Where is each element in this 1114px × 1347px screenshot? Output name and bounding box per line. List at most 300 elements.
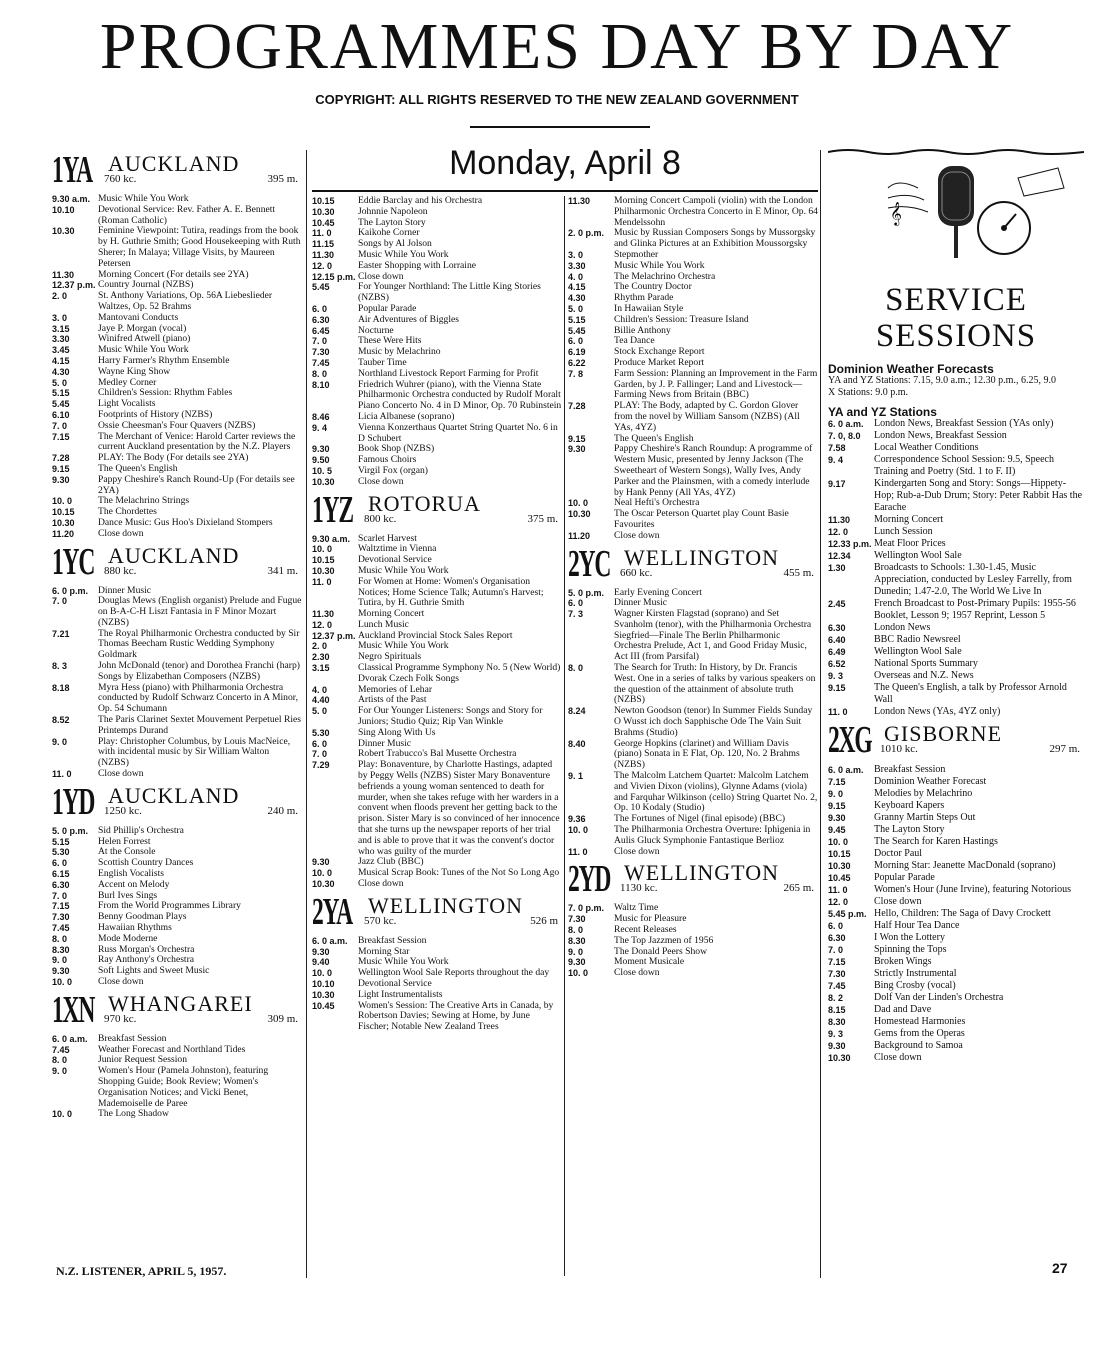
programme-time: 6.19 xyxy=(568,347,586,358)
programme-title: Broken Wings xyxy=(874,955,932,967)
programme-title: Easter Shopping with Lorraine xyxy=(358,259,477,271)
programme-title: The Layton Story xyxy=(358,216,426,228)
programme-time: 10. 0 xyxy=(52,977,73,987)
programme-title: Wagner Kirsten Flagstad (soprano) and Set Svanholm (tenor), with the Philharmonia Orchestra Siegfried—Finale The Berlin Philharmonic Orchestra Prelude, Act 1, and Good Friday Music, Act III (from Parsifal) xyxy=(614,608,812,663)
station-callsign: 1YD xyxy=(52,780,95,823)
programme-time: 9.15 xyxy=(52,463,70,474)
programme-title: Dinner Music xyxy=(98,584,152,596)
programme-row xyxy=(568,739,818,771)
programme-row xyxy=(312,423,562,445)
programme-time: 4. 0 xyxy=(312,684,328,695)
programme-title: Music by Russian Composers Songs by Mussorgsky and Glinka Pictures at an Exhibition Moussorgsky xyxy=(614,227,816,250)
programme-time: 6.22 xyxy=(568,357,586,368)
programme-time: 9. 4 xyxy=(312,422,328,433)
programme-time: 11. 0 xyxy=(312,228,332,239)
programme-title: Hello, Children: The Saga of Davy Crockett xyxy=(874,907,1051,919)
programme-row xyxy=(828,944,1084,956)
programme-row xyxy=(828,1016,1084,1028)
programme-row xyxy=(52,826,302,837)
programme-row xyxy=(828,776,1084,788)
programme-time: 9.30 xyxy=(52,474,70,485)
programme-time: 10.30 xyxy=(828,860,851,871)
programme-time: 10.30 xyxy=(52,226,75,237)
programme-time: 7.45 xyxy=(312,357,330,368)
programme-title: Pappy Cheshire's Ranch Roundup: A programme of Western Music, presented by Jenny Jackson (The Sweetheart of Western Songs), Wally Ives, Andy Parker and the Plainsmen, with a comedy interlude by Hank Penny (All YAs, 4YZ) xyxy=(614,443,813,498)
programme-time: 4.30 xyxy=(568,293,586,304)
programme-title: Light Instrumentalists xyxy=(358,988,443,1000)
programme-time: 9. 0 xyxy=(52,1066,68,1077)
programme-title: Newton Goodson (tenor) In Summer Fields Sunday O Wusst ich doch Sapphische Ode The Vain Suit Brahms (Studio) xyxy=(614,705,813,738)
programme-title: Melodies by Melachrino xyxy=(874,787,973,799)
programme-row xyxy=(312,315,562,326)
programme-row xyxy=(568,706,818,738)
programme-time: 12.33 p.m. xyxy=(828,538,872,549)
programme-time: 8. 2 xyxy=(828,992,844,1003)
programme-time: 10. 0 xyxy=(52,496,73,507)
programme-time: 10.30 xyxy=(828,1052,851,1063)
programme-title: In Hawaiian Style xyxy=(614,302,684,314)
programme-time: 7. 0 xyxy=(52,890,68,901)
programme-title: Famous Choirs xyxy=(358,454,417,466)
programme-time: 10.30 xyxy=(312,879,335,890)
programme-time: 11.30 xyxy=(312,609,335,620)
programme-row xyxy=(828,848,1084,860)
programme-time: 10. 0 xyxy=(312,968,333,979)
programme-title: Sid Phillip's Orchestra xyxy=(98,824,184,836)
station-block xyxy=(52,988,302,1120)
station-wavelength: 455 m. xyxy=(783,566,814,579)
programme-time: 7.30 xyxy=(568,914,586,925)
programme-time: 8.52 xyxy=(52,715,70,726)
programme-title: The Search for Truth: In History, by Dr. Francis West. One in a series of talks by various speakers on the question of the attainment of absolute truth (NZBS) xyxy=(614,662,816,706)
programme-time: 6.30 xyxy=(828,932,846,943)
programme-row xyxy=(828,860,1084,872)
programme-row xyxy=(828,1040,1084,1052)
programme-title: Close down xyxy=(614,845,660,857)
programme-row xyxy=(568,272,818,283)
programme-title: Songs by Al Jolson xyxy=(358,238,432,250)
programme-title: Soft Lights and Sweet Music xyxy=(98,965,210,977)
programme-title: Mode Moderne xyxy=(98,932,158,944)
station-callsign: 2YD xyxy=(568,858,611,901)
programme-title: The Top Jazzmen of 1956 xyxy=(614,934,714,946)
programme-row xyxy=(312,706,562,728)
column-2 xyxy=(312,196,562,1033)
programme-row xyxy=(828,788,1084,800)
programme-title: Artists of the Past xyxy=(358,694,427,706)
station-frequency: 800 kc. xyxy=(364,512,397,525)
ya-yz-heading: YA and YZ Stations xyxy=(828,404,937,419)
station-heading xyxy=(52,780,302,823)
programme-row xyxy=(568,326,818,337)
programme-title: The Long Shadow xyxy=(98,1108,169,1120)
programme-title: Music for Pleasure xyxy=(614,913,687,925)
programme-row xyxy=(52,858,302,869)
programme-time: 9.50 xyxy=(312,455,330,466)
programme-time: 10.45 xyxy=(828,872,851,883)
programme-row xyxy=(312,879,562,890)
station-heading xyxy=(52,540,302,583)
programme-row xyxy=(828,706,1084,718)
station-callsign: 2YC xyxy=(568,542,611,585)
programme-row xyxy=(52,596,302,628)
programme-title: Women's Hour (Pamela Johnston), featuring Shopping Guide; Book Review; Women's Organisation Notices; and Vicki Benet, Mademoiselle de Paree xyxy=(98,1065,269,1109)
programme-time: 11.30 xyxy=(312,249,335,260)
programme-time: 10. 0 xyxy=(312,544,333,555)
programme-row xyxy=(312,577,562,609)
programme-time: 3. 0 xyxy=(52,312,68,323)
station-heading xyxy=(312,890,562,933)
programme-title: Doctor Paul xyxy=(874,847,923,859)
programme-time: 7.30 xyxy=(828,968,846,979)
programme-title: For Younger Northland: The Little King Stories (NZBS) xyxy=(358,281,541,304)
programme-row xyxy=(312,534,562,545)
programme-row xyxy=(312,282,562,304)
programme-title: At the Console xyxy=(98,846,156,858)
station-block xyxy=(568,858,818,979)
programme-time: 8. 0 xyxy=(52,933,68,944)
programme-time: 8.30 xyxy=(828,1016,846,1027)
programme-row xyxy=(828,562,1084,598)
programme-row xyxy=(828,824,1084,836)
programme-title: Morning Star xyxy=(358,945,410,957)
programme-row xyxy=(828,908,1084,920)
programme-time: 8. 3 xyxy=(52,661,68,672)
programme-title: George Hopkins (clarinet) and William Davis (piano) Sonata in E Flat, Op. 120, No. 2 Brahms (NZBS) xyxy=(614,737,800,771)
programme-time: 8.30 xyxy=(52,944,70,955)
station-heading xyxy=(828,718,1084,761)
programme-title: Dance Music: Gus Hoo's Dixieland Stompers xyxy=(98,516,273,528)
programme-time: 10. 0 xyxy=(568,968,589,979)
programme-time: 2. 0 xyxy=(312,641,328,652)
programme-row xyxy=(568,847,818,858)
programme-row xyxy=(312,380,562,412)
programme-time: 8.30 xyxy=(568,935,586,946)
station-city: AUCKLAND xyxy=(108,782,240,808)
dateline-rule xyxy=(312,190,818,192)
programme-row xyxy=(828,884,1084,896)
programme-title: Northland Livestock Report Farming for Profit xyxy=(358,367,539,379)
programme-title: Tea Dance xyxy=(614,335,655,347)
programme-title: Jaye P. Morgan (vocal) xyxy=(98,322,187,334)
programme-title: Medley Corner xyxy=(98,376,157,388)
programme-title: Licia Albanese (soprano) xyxy=(358,410,455,422)
programme-time: 7. 0 p.m. xyxy=(568,903,605,914)
programme-time: 10.45 xyxy=(312,217,335,228)
programme-time: 7.15 xyxy=(52,901,70,912)
programme-row xyxy=(52,934,302,945)
programme-time: 5.45 xyxy=(312,282,330,293)
programme-title: Dinner Music xyxy=(358,737,412,749)
programme-time: 7.28 xyxy=(568,401,586,412)
programme-time: 9.45 xyxy=(828,824,846,835)
programme-time: 12.15 p.m. xyxy=(312,271,356,282)
programme-time: 6. 0 xyxy=(828,920,844,931)
programme-title: The Queen's English xyxy=(98,462,178,474)
programme-row xyxy=(828,1004,1084,1016)
station-city: GISBORNE xyxy=(884,720,1003,746)
programme-time: 7.28 xyxy=(52,453,70,464)
programme-row xyxy=(828,956,1084,968)
programme-row xyxy=(568,293,818,304)
programme-time: 2.30 xyxy=(312,652,330,663)
programme-time: 9.17 xyxy=(828,478,846,489)
programme-title: The Merchant of Venice: Harold Carter reviews the current Auckland presentation by the N.Z. Players xyxy=(98,430,296,453)
programme-title: Close down xyxy=(874,895,922,907)
programme-row xyxy=(568,771,818,814)
programme-row xyxy=(828,920,1084,932)
programme-time: 11. 0 xyxy=(828,706,848,717)
programme-title: Morning Concert xyxy=(358,608,425,620)
programme-row xyxy=(312,1001,562,1033)
programme-time: 6. 0 xyxy=(312,303,328,314)
programme-title: Music While You Work xyxy=(358,956,449,968)
weather-ya-yz: YA and YZ Stations: 7.15, 9.0 a.m.; 12.30 p.m., 6.25, 9.0 xyxy=(828,374,1056,386)
programme-time: 5. 0 xyxy=(312,706,328,717)
programme-title: Gems from the Operas xyxy=(874,1027,965,1039)
programme-row xyxy=(828,622,1084,634)
programme-time: 6. 0 p.m. xyxy=(52,585,89,596)
programme-title: Morning Concert Campoli (violin) with the London Philharmonic Orchestra Concerto in E Minor, Op. 64 Mendelssohn xyxy=(614,195,818,228)
programme-title: Wellington Wool Sale xyxy=(874,645,962,657)
programme-time: 6. 0 xyxy=(52,858,68,869)
programme-row xyxy=(52,661,302,683)
programme-title: The Search for Karen Hastings xyxy=(874,835,998,847)
programme-time: 9.15 xyxy=(568,433,586,444)
programme-title: Breakfast Session xyxy=(358,934,427,946)
programme-title: Local Weather Conditions xyxy=(874,441,979,453)
programme-time: 10.15 xyxy=(52,507,75,518)
programme-time: 11.30 xyxy=(828,514,851,525)
programme-row xyxy=(52,432,302,454)
programme-title: Homestead Harmonies xyxy=(874,1015,966,1027)
programme-title: Junior Request Session xyxy=(98,1054,188,1066)
programme-time: 7.15 xyxy=(828,956,846,967)
programme-title: London News xyxy=(874,621,931,633)
programme-row xyxy=(568,968,818,979)
programme-time: 4.30 xyxy=(52,366,70,377)
programme-time: 1.30 xyxy=(828,562,846,573)
station-block xyxy=(52,149,302,540)
column-3 xyxy=(568,196,818,979)
programme-time: 11.30 xyxy=(52,269,75,280)
programme-row xyxy=(52,1034,302,1045)
programme-title: Children's Session: Treasure Island xyxy=(614,313,749,325)
programme-time: 7.15 xyxy=(52,431,70,442)
programme-time: 12. 0 xyxy=(312,619,333,630)
programme-time: 2. 0 xyxy=(52,291,68,302)
programme-title: Footprints of History (NZBS) xyxy=(98,408,213,420)
programme-title: Morning Concert xyxy=(874,513,944,525)
programme-title: The Fortunes of Nigel (final episode) (BBC) xyxy=(614,813,786,825)
programme-title: Nocturne xyxy=(358,324,394,336)
station-city: WELLINGTON xyxy=(624,860,779,886)
programme-row xyxy=(52,356,302,367)
programme-title: Lunch Session xyxy=(874,525,933,537)
programme-title: Accent on Melody xyxy=(98,878,170,890)
programme-time: 10.10 xyxy=(52,204,75,215)
programme-row xyxy=(828,872,1084,884)
programme-time: 3.45 xyxy=(52,345,70,356)
station-wavelength: 297 m. xyxy=(1049,742,1080,755)
programme-row xyxy=(828,836,1084,848)
programme-title: Feminine Viewpoint: Tutira, readings from the book by H. Guthrie Smith; Good Housekeeping with Ruth Sherer; In Malaya; Village Visits, by Maureen Petersen xyxy=(98,225,301,269)
programme-title: Close down xyxy=(98,768,144,780)
programme-row xyxy=(828,514,1084,526)
programme-title: Pappy Cheshire's Ranch Round-Up (For details see 2YA) xyxy=(98,473,295,496)
programme-row xyxy=(52,923,302,934)
programme-title: Children's Session: Rhythm Fables xyxy=(98,387,233,399)
programme-time: 9.30 xyxy=(312,946,330,957)
programme-time: 6.49 xyxy=(828,646,846,657)
programme-title: Douglas Mews (English organist) Prelude and Fugue on B-A-C-H Liszt Fantasia in F Minor Mozart (NZBS) xyxy=(98,595,302,628)
programme-title: Background to Samoa xyxy=(874,1039,963,1051)
station-block xyxy=(52,780,302,988)
programme-row xyxy=(568,957,818,968)
programme-row xyxy=(52,496,302,507)
programme-title: Scottish Country Dances xyxy=(98,857,194,869)
programme-title: The Philharmonia Orchestra Overture: Iphigenia in Aulis Gluck Symphonie Fantastique Berlioz xyxy=(614,824,811,846)
programme-time: 10. 0 xyxy=(828,836,849,847)
masthead: PROGRAMMES DAY BY DAY xyxy=(99,10,1015,83)
programme-time: 5.45 xyxy=(568,325,586,336)
programme-row xyxy=(828,896,1084,908)
programme-title: Stepmother xyxy=(614,248,659,260)
programme-time: 6.40 xyxy=(828,634,846,645)
svg-text:𝄞: 𝄞 xyxy=(890,201,902,225)
programme-time: 10. 5 xyxy=(312,465,333,476)
programme-time: 9. 1 xyxy=(568,771,584,782)
programme-title: Country Journal (NZBS) xyxy=(98,279,194,291)
programme-row xyxy=(828,454,1084,478)
programme-title: Dinner Music xyxy=(614,597,668,609)
station-frequency: 760 kc. xyxy=(104,173,137,185)
programme-time: 11. 0 xyxy=(312,576,332,587)
programme-title: Devotional Service xyxy=(358,978,432,989)
column-divider xyxy=(564,196,565,1276)
programme-time: 9.30 xyxy=(312,857,330,868)
programme-time: 5.30 xyxy=(52,847,70,858)
programme-time: 3.15 xyxy=(52,323,70,334)
programme-title: PLAY: The Body, adapted by C. Gordon Glover from the novel by William Sansom (NZBS) (All YAs, 4YZ) xyxy=(614,400,800,433)
programme-time: 9.36 xyxy=(568,814,586,825)
programme-time: 9.15 xyxy=(828,800,846,811)
station-frequency: 1010 kc. xyxy=(880,742,918,755)
programme-time: 5. 0 xyxy=(568,303,584,314)
programme-row xyxy=(312,196,562,207)
programme-title: Close down xyxy=(358,878,404,890)
station-city: AUCKLAND xyxy=(108,542,240,568)
programme-time: 6. 0 xyxy=(312,738,328,749)
programme-title: Auckland Provincial Stock Sales Report xyxy=(358,629,513,641)
programme-title: The Paris Clarinet Sextet Mouvement Perpetuel Ries Printemps Durand xyxy=(98,714,302,736)
programme-title: From the World Programmes Library xyxy=(98,900,241,912)
programme-row xyxy=(52,769,302,780)
programme-title: The Chordettes xyxy=(98,506,157,518)
weather-heading: Dominion Weather Forecasts xyxy=(828,362,994,376)
programme-row xyxy=(52,529,302,540)
programme-row xyxy=(828,670,1084,682)
programme-row xyxy=(312,369,562,380)
station-block xyxy=(568,542,818,858)
programme-row xyxy=(828,1028,1084,1040)
programme-row xyxy=(52,475,302,497)
programme-time: 10.15 xyxy=(828,848,851,859)
programme-time: 8. 0 xyxy=(568,925,584,936)
programme-title: Negro Spirituals xyxy=(358,651,422,663)
programme-title: Play: Christopher Columbus, by Louis MacNeice, with incidental music by Sir William Walton (NZBS) xyxy=(98,735,291,769)
programme-title: Classical Programme Symphony No. 5 (New World) Dvorak Czech Folk Songs xyxy=(358,662,561,684)
programme-list xyxy=(828,418,1084,718)
programme-time: 8.10 xyxy=(312,379,330,390)
programme-title: Dad and Dave xyxy=(874,1003,932,1015)
programme-title: The Queen's English, a talk by Professor Arnold Wall xyxy=(874,681,1067,705)
programme-time: 9. 0 xyxy=(52,736,68,747)
programme-time: 10. 0 xyxy=(568,825,589,836)
programme-title: Kindergarten Song and Story: Songs—Hippety-Hop; Rub-a-Dub Drum; Story: Peter Rabbit Has the Earache xyxy=(874,477,1083,513)
programme-title: The Malcolm Latchem Quartet: Malcolm Latchem and Vivien Dixon (violins), Glynne Adams (viola) and Farquhar Wilkinson (cello) String Quartet No. 2, Op. 10 Kodaly (Studio) xyxy=(614,770,818,814)
programme-time: 9. 3 xyxy=(828,670,844,681)
programme-row xyxy=(312,609,562,620)
programme-title: Memories of Lehar xyxy=(358,683,433,695)
programme-time: 9.30 xyxy=(828,1040,846,1051)
programme-time: 6.30 xyxy=(312,314,330,325)
programme-row xyxy=(312,685,562,696)
programme-time: 12.37 p.m. xyxy=(52,280,96,291)
programme-row xyxy=(828,526,1084,538)
programme-row xyxy=(312,228,562,239)
programme-row xyxy=(568,588,818,599)
programme-title: London News, Breakfast Session xyxy=(874,429,1007,441)
programme-row xyxy=(568,444,818,498)
programme-row xyxy=(568,531,818,542)
programme-time: 5.15 xyxy=(52,836,70,847)
programme-row xyxy=(52,388,302,399)
station-block xyxy=(52,540,302,780)
programme-time: 5.45 xyxy=(52,399,70,410)
programme-title: Harry Farmer's Rhythm Ensemble xyxy=(98,354,230,366)
programme-title: Close down xyxy=(98,976,144,987)
programme-time: 9. 3 xyxy=(828,1028,844,1039)
programme-row xyxy=(828,800,1084,812)
programme-time: 10. 0 xyxy=(568,498,589,509)
programme-row xyxy=(52,977,302,988)
programme-title: Devotional Service xyxy=(358,554,432,566)
programme-row xyxy=(568,228,818,250)
programme-row xyxy=(568,663,818,706)
programme-time: 7.45 xyxy=(52,923,70,934)
station-frequency: 970 kc. xyxy=(104,1012,137,1025)
station-frequency: 1130 kc. xyxy=(620,882,658,895)
programme-title: Morning Star: Jeanette MacDonald (soprano) xyxy=(874,859,1056,871)
programme-row xyxy=(312,663,562,685)
page-number: 27 xyxy=(1052,1260,1068,1276)
programme-title: Spinning the Tops xyxy=(874,943,947,955)
programme-title: For Our Younger Listeners: Songs and Story for Juniors; Studio Quiz; Rip Van Winkle xyxy=(358,705,543,728)
programme-time: 10.30 xyxy=(312,565,335,576)
programme-title: Benny Goodman Plays xyxy=(98,911,187,923)
programme-row xyxy=(52,912,302,923)
programme-title: Music While You Work xyxy=(614,259,705,271)
programme-row xyxy=(568,609,818,663)
programme-time: 9.30 a.m. xyxy=(52,194,91,204)
programme-title: Robert Trabucco's Bal Musette Orchestra xyxy=(358,748,517,760)
station-block xyxy=(312,890,562,1033)
programme-row xyxy=(568,196,818,228)
programme-row xyxy=(312,868,562,879)
programme-row xyxy=(312,466,562,477)
programme-title: National Sports Summary xyxy=(874,657,978,669)
